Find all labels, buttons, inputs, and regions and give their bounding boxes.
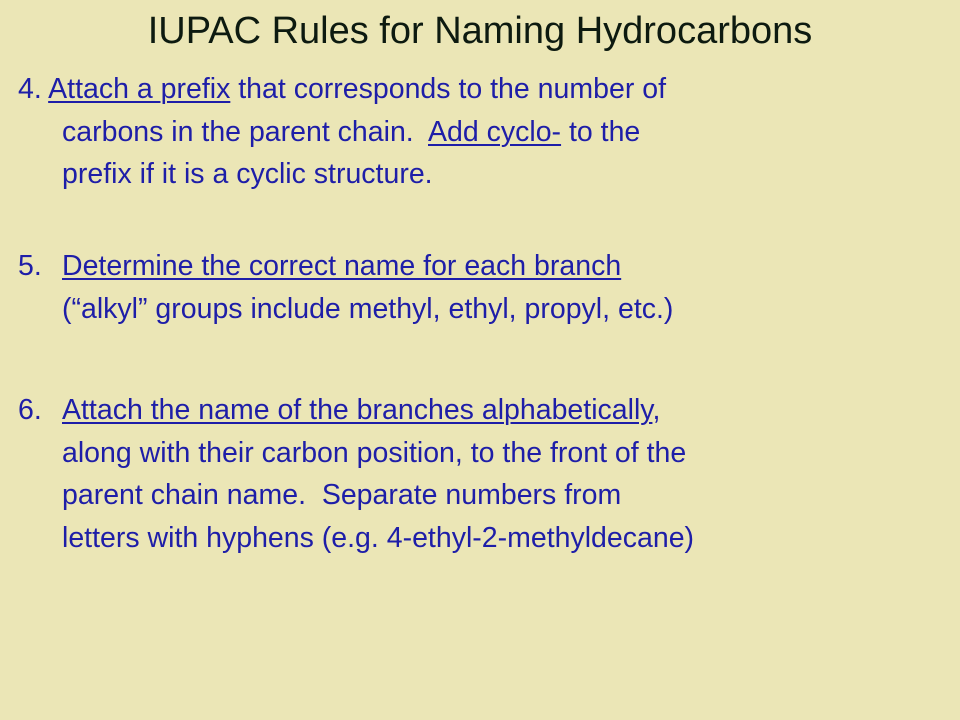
rule-4-line-1 — [18, 68, 953, 111]
slide-title: IUPAC Rules for Naming Hydrocarbons — [147, 10, 813, 52]
rule-6-underlined-phrase: Attach the name of the branches alphabetically — [62, 394, 653, 426]
rule-6-line-3: parent chain name. Separate numbers from — [62, 479, 622, 511]
rule-5-line-1 — [62, 245, 953, 288]
rule-item-6 — [18, 389, 953, 559]
rule-4-line-1-rest: that corresponds to the number of — [230, 73, 666, 105]
rule-4-line-2-before: carbons in the parent chain. — [62, 115, 428, 148]
rule-5-line-2: (“alkyl” groups include methyl, ethyl, propyl, etc.) — [62, 292, 674, 325]
rule-4-underlined-phrase: Attach a prefix — [48, 73, 231, 105]
rule-6-line-1 — [62, 389, 953, 432]
rule-6-line-4: letters with hyphens (e.g. 4-ethyl-2-methyldecane) — [62, 521, 695, 554]
rule-4-body — [62, 111, 953, 196]
rule-6-line-2: along with their carbon position, to the front of the — [62, 436, 687, 469]
rule-4-line-3: prefix if it is a cyclic structure. — [62, 158, 433, 190]
rule-item-4 — [18, 68, 953, 196]
rule-6-number: 6. — [18, 394, 42, 426]
rule-4-line-2 — [62, 111, 953, 154]
rule-4-line-2-after: to the — [561, 115, 641, 148]
rule-item-5 — [18, 245, 953, 330]
rule-4-number: 4. — [18, 73, 42, 105]
rule-6-body — [62, 389, 953, 559]
rule-5-number: 5. — [18, 250, 42, 282]
rule-5-underlined-phrase: Determine the correct name for each branch — [62, 250, 622, 282]
rule-4-cyclo-phrase: Add cyclo- — [428, 115, 562, 148]
rule-6-line-1-rest: , — [652, 394, 661, 426]
rule-5-body — [62, 245, 953, 330]
